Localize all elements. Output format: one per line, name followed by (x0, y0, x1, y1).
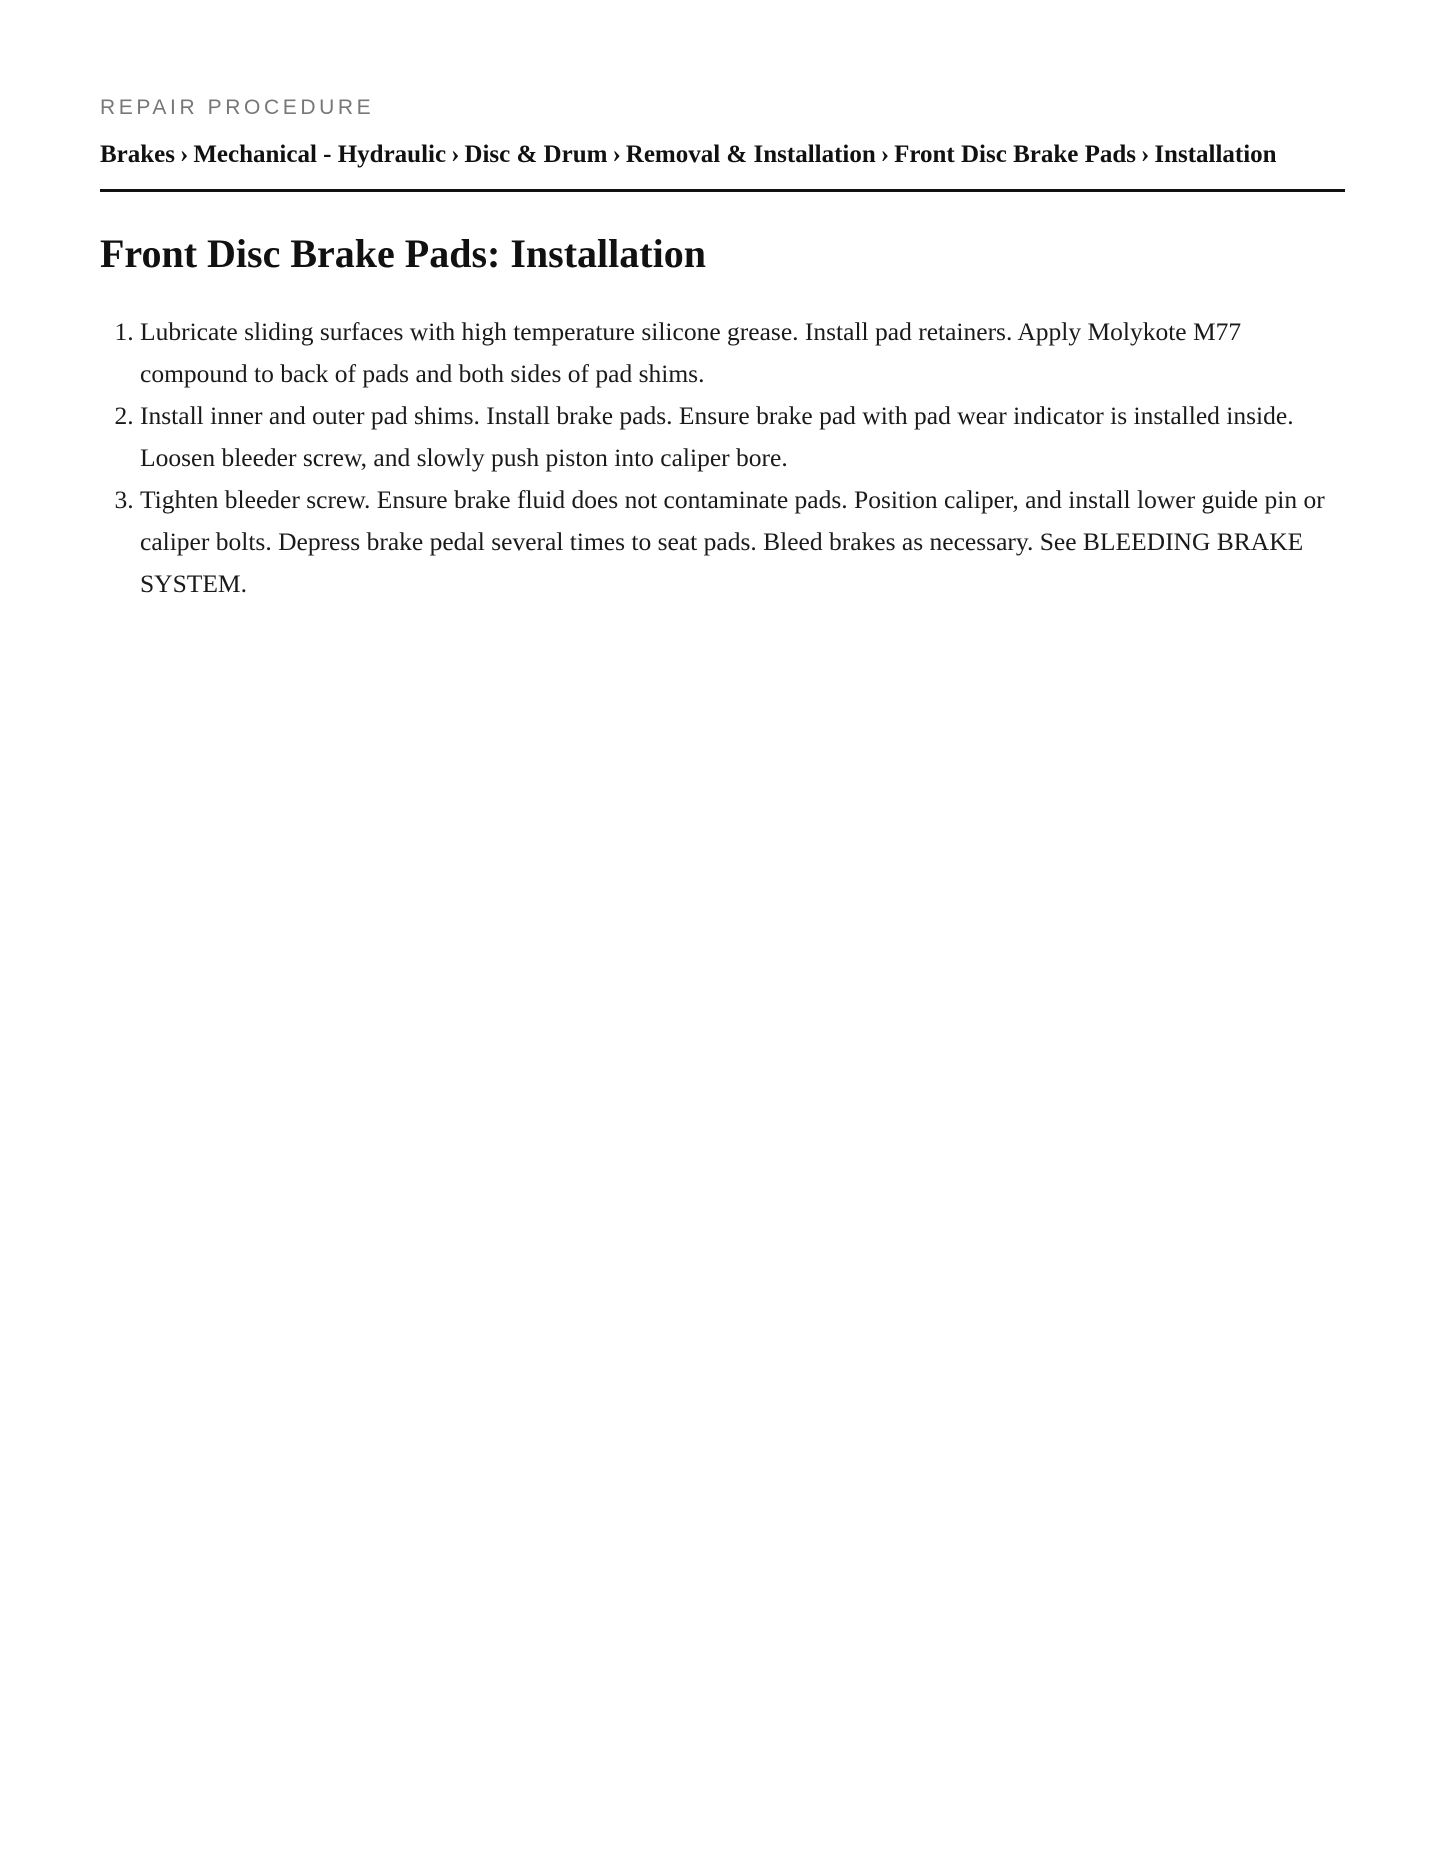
breadcrumb-separator: › (451, 141, 460, 168)
breadcrumb-separator: › (1141, 141, 1150, 168)
breadcrumb-item[interactable]: Mechanical - Hydraulic (193, 141, 447, 168)
breadcrumb-item-current: Installation (1154, 141, 1277, 168)
breadcrumb-separator: › (612, 141, 621, 168)
procedure-step: 2. Install inner and outer pad shims. Install brake pads. Ensure brake pad with pad wear indicator is installed inside. Loosen bleeder screw, and slowly push piston into caliper bore. (140, 395, 1345, 479)
header-divider (100, 189, 1345, 192)
page-title: Front Disc Brake Pads: Installation (100, 231, 706, 276)
breadcrumb-separator: › (180, 141, 189, 168)
breadcrumb-item[interactable]: Front Disc Brake Pads (894, 141, 1136, 168)
breadcrumb-item[interactable]: Brakes (100, 141, 175, 168)
breadcrumb-item[interactable]: Disc & Drum (464, 141, 608, 168)
breadcrumb (100, 140, 1345, 170)
procedure-step: 3. Tighten bleeder screw. Ensure brake fluid does not contaminate pads. Position caliper, and install lower guide pin or caliper bolts. Depress brake pedal several times to seat pads. Bleed brakes as necessary. See BLEEDING BRAKE SYSTEM. (140, 479, 1345, 605)
breadcrumb-item[interactable]: Removal & Installation (625, 141, 876, 168)
document-page (100, 96, 1345, 605)
breadcrumb-separator: › (880, 141, 890, 168)
section-kicker: REPAIR PROCEDURE (100, 96, 375, 119)
procedure-step: 1. Lubricate sliding surfaces with high temperature silicone grease. Install pad retainers. Apply Molykote M77 compound to back of pads and both sides of pad shims. (140, 311, 1345, 395)
procedure-steps-list (100, 311, 1345, 605)
